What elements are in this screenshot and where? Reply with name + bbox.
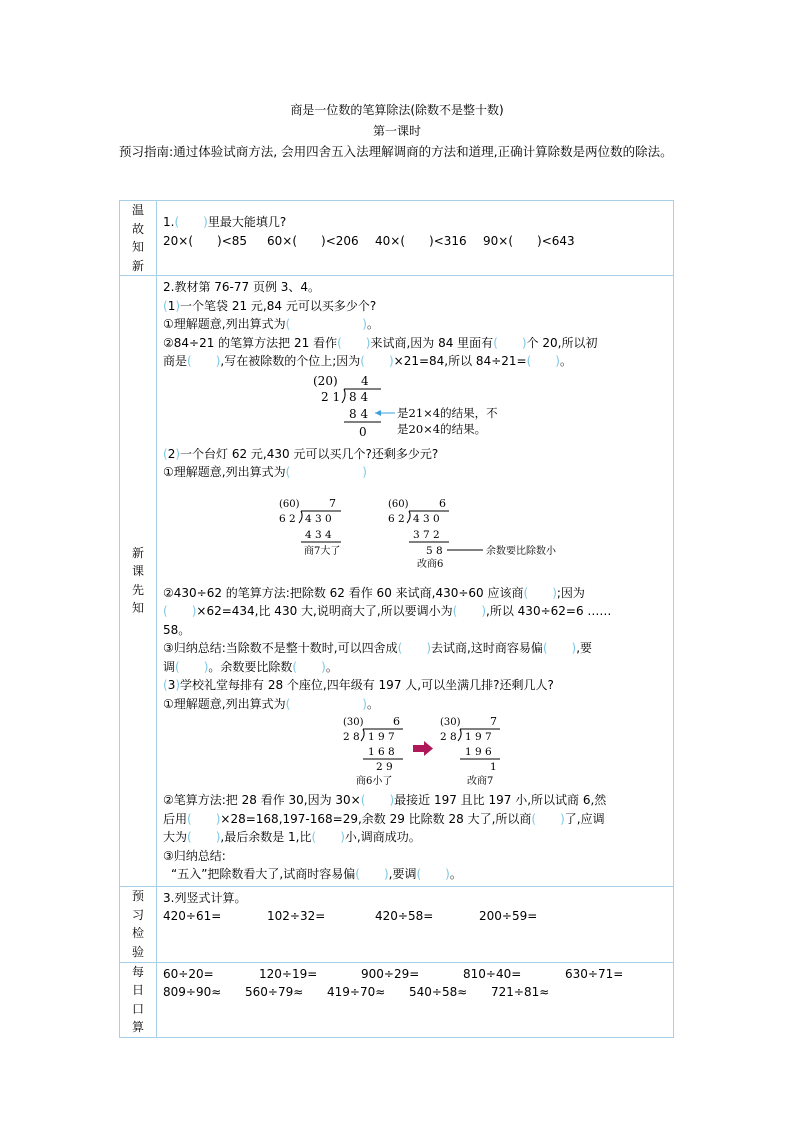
quotient: 6 <box>439 496 446 510</box>
blank-paren: ) <box>191 604 197 618</box>
blank-paren: ( <box>452 604 458 618</box>
dividend: 4 3 0 <box>413 512 440 525</box>
trial-divisor: (30) <box>440 717 461 728</box>
problem-2-step-b: 58。 <box>163 622 191 637</box>
product: 4 3 4 <box>305 528 332 541</box>
blank-paren: ( <box>526 354 532 368</box>
daily-item: 540÷58≈ <box>409 985 468 999</box>
blank-paren: ( <box>311 830 317 844</box>
blank-paren: ) <box>175 678 181 692</box>
daily-row-2 <box>163 983 667 1002</box>
problem-2-step-b: ( )×62=434,比 430 大,说明商大了,所以要调小为( ),所以 430÷62=6 …… <box>163 604 612 618</box>
blank-paren: ( <box>285 696 291 711</box>
blank-paren: ) <box>388 354 394 368</box>
note-line-1: 是21×4的结果，不 <box>397 405 498 420</box>
blank-paren: ) <box>340 830 345 844</box>
blank-paren: ( <box>163 678 168 692</box>
blank-paren: ( <box>187 830 192 844</box>
review-body <box>157 201 674 276</box>
figure-2-right <box>388 497 557 570</box>
blank-paren: ) <box>362 317 367 331</box>
blank-paren: ( <box>292 659 298 674</box>
division-figure-1 <box>163 373 667 443</box>
trial-divisor: (30) <box>343 717 364 728</box>
blank-paren: ( <box>163 604 168 618</box>
trial-divisor: (20) <box>313 373 338 388</box>
check-item: 420÷61= <box>163 909 222 923</box>
remainder: 5 8 <box>426 544 443 557</box>
caption: 商7大了 <box>304 545 341 557</box>
lesson-subtitle: 第一课时 <box>372 124 421 138</box>
review-item: 60×( )<206 <box>267 233 359 248</box>
blank-paren: ) <box>445 867 450 881</box>
blank-paren: ( <box>285 465 291 479</box>
transition-arrow <box>413 741 433 756</box>
daily-row <box>120 962 674 1037</box>
blank-paren: ( <box>163 446 168 461</box>
remainder: 0 <box>359 424 367 439</box>
problem-3-summary: ③归纳总结: <box>163 848 226 863</box>
product: 1 9 6 <box>465 746 492 758</box>
blank-paren: ( <box>416 867 422 881</box>
problem-2-step-a: ①理解题意,列出算式为( ) <box>163 465 367 479</box>
daily-item: 809÷90≈ <box>163 985 222 999</box>
caption: 商6小了 <box>356 776 393 787</box>
blank-paren: ) <box>383 867 389 881</box>
blank-paren: ( <box>523 585 529 600</box>
dividend: 4 3 0 <box>305 512 332 525</box>
blank-paren: ) <box>426 641 432 655</box>
blank-paren: ( <box>493 335 498 350</box>
blank-paren: ) <box>215 830 221 844</box>
divisor: 2 8 <box>440 731 457 743</box>
review-items <box>163 232 667 251</box>
blank-paren: ) <box>365 335 371 350</box>
product: 1 6 8 <box>368 746 395 758</box>
blank-paren: ) <box>362 465 367 479</box>
caption: 改商7 <box>467 776 494 787</box>
problem-1-step-b: 商是( ),写在被除数的个位上;因为( )×21=84,所以 84÷21=( )。 <box>163 354 572 368</box>
division-bracket <box>299 511 302 523</box>
division-bracket <box>361 729 364 741</box>
trial-divisor: (60) <box>388 498 409 510</box>
blank-paren: ) <box>203 215 208 229</box>
problem-1-step-a: ①理解题意,列出算式为( )。 <box>163 317 379 331</box>
quotient: 6 <box>393 715 400 728</box>
daily-item: 900÷29= <box>361 966 420 981</box>
blank-paren: ( <box>187 354 192 368</box>
check-row <box>120 886 674 962</box>
note: 余数要比除数小 <box>486 545 556 557</box>
review-row <box>120 201 674 276</box>
problem-2: (2)一个台灯 62 元,430 元可以买几个?还剩多少元? <box>163 446 439 461</box>
division-figure-1-svg <box>163 373 543 443</box>
divisor: 2 8 <box>343 731 360 743</box>
daily-item: 60÷20= <box>163 966 214 981</box>
page-title: 商是一位数的笔算除法(除数不是整十数) <box>290 103 504 117</box>
division-bracket <box>458 729 461 741</box>
blank-paren: ( <box>542 641 548 655</box>
daily-item: 630÷71= <box>565 966 624 981</box>
remainder: 2 9 <box>376 761 393 773</box>
daily-item: 120÷19= <box>259 966 318 981</box>
blank-paren: ( <box>337 335 342 350</box>
blank-paren: ) <box>552 585 557 600</box>
problem-3-step-b: 后用( )×28=168,197-168=29,余数 29 比除数 28 大了,所以商( )了,应调 <box>163 811 605 826</box>
blank-paren: ) <box>215 811 221 826</box>
division-figure-2-svg <box>163 484 603 582</box>
problem-3-summary: “五入”把除数看大了,试商时容易偏( ),要调( )。 <box>171 867 462 881</box>
check-body <box>157 886 674 962</box>
problem-3-step-b: ②笔算方法:把 28 看作 30,因为 30×( )最接近 197 且比 197 小,所以试商 6,然 <box>163 793 607 807</box>
product: 3 7 2 <box>413 528 440 541</box>
figure-2-left <box>279 497 341 557</box>
blank-paren: ( <box>360 793 366 807</box>
blank-paren: ( <box>163 298 168 313</box>
blank-paren: ( <box>397 641 403 655</box>
daily-row-1 <box>163 965 667 984</box>
quotient: 7 <box>329 496 336 510</box>
problem-3: (3)学校礼堂每排有 28 个座位,四年级有 197 人,可以坐满几排?还剩几人? <box>163 678 554 692</box>
quotient: 4 <box>361 373 369 388</box>
daily-item: 560÷79≈ <box>245 985 304 999</box>
preview-guide: 预习指南:通过体验试商方法, 会用四舍五入法理解调商的方法和道理,正确计算除数是两位数的除法。 <box>119 144 673 159</box>
review-item: 20×( )<85 <box>163 233 248 248</box>
divisor: 2 1 <box>321 389 341 404</box>
blank-paren: ) <box>175 446 181 461</box>
blank-paren: ) <box>175 298 181 313</box>
figure-3-left <box>343 715 403 787</box>
daily-item: 721÷81≈ <box>491 985 550 999</box>
product: 8 4 <box>349 406 369 421</box>
review-label: 温故知新 <box>120 201 157 276</box>
note-line-2: 是20×4的结果。 <box>397 421 487 436</box>
remainder: 1 <box>490 761 497 773</box>
blank-paren: ( <box>174 215 180 229</box>
review-item: 90×( )<643 <box>483 233 575 248</box>
dividend: 1 9 7 <box>465 731 492 743</box>
daily-item: 810÷40= <box>463 966 522 981</box>
arrow-shaft <box>413 745 424 752</box>
textbook-reference: 2.教材第 76-77 页例 3、4。 <box>163 280 321 294</box>
review-question: 1.( )里最大能填几? <box>163 215 287 229</box>
check-items <box>163 907 667 926</box>
division-figure-2 <box>163 484 667 582</box>
divisor: 6 2 <box>279 512 296 525</box>
problem-2-summary: 调( )。余数要比除数( )。 <box>163 659 338 674</box>
blank-paren: ( <box>285 317 291 331</box>
problem-2-summary: ③归纳总结:当除数不是整十数时,可以四舍成( )去试商,这时商容易偏( ),要 <box>163 641 593 655</box>
dividend: 8 4 <box>349 389 369 404</box>
blank-paren: ) <box>362 696 367 711</box>
division-bracket <box>342 389 345 403</box>
trial-divisor: (60) <box>279 498 300 510</box>
daily-body <box>157 962 674 1037</box>
blank-paren: ) <box>571 641 577 655</box>
problem-3-step-b: 大为( ),最后余数是 1,比( )小,调商成功。 <box>163 830 421 844</box>
daily-item: 419÷70≈ <box>327 985 386 999</box>
problem-2-step-b: ②430÷62 的笔算方法:把除数 62 看作 60 来试商,430÷60 应该商( );因为 <box>163 585 585 600</box>
blank-paren: ) <box>203 659 209 674</box>
problem-3-step-a: ①理解题意,列出算式为( )。 <box>163 696 379 711</box>
blank-paren: ) <box>321 659 326 674</box>
divisor: 6 2 <box>388 512 405 525</box>
figure-3-right <box>440 715 500 787</box>
blank-paren: ( <box>175 659 180 674</box>
new-lesson-body <box>157 276 674 887</box>
blank-paren: ( <box>187 811 192 826</box>
blank-paren: ( <box>355 867 360 881</box>
check-label: 预习检验 <box>120 886 157 962</box>
quotient: 7 <box>490 715 497 728</box>
check-item: 420÷58= <box>375 909 434 923</box>
new-lesson-label: 新课先知 <box>120 276 157 887</box>
blank-paren: ) <box>560 811 565 826</box>
new-lesson-row <box>120 276 674 887</box>
problem-1-step-b: ②84÷21 的笔算方法把 21 看作( )来试商,因为 84 里面有( )个 20,所以初 <box>163 335 598 350</box>
division-figure-3-svg <box>163 715 603 789</box>
blank-paren: ) <box>215 354 221 368</box>
check-instruction: 3.列竖式计算。 <box>163 890 247 905</box>
daily-label: 每日口算 <box>120 962 157 1037</box>
check-item: 200÷59= <box>479 909 538 923</box>
blank-paren: ) <box>521 335 527 350</box>
caption: 改商6 <box>417 558 444 570</box>
check-item: 102÷32= <box>267 909 326 923</box>
blank-paren: ) <box>481 604 487 618</box>
blank-paren: ) <box>555 354 560 368</box>
blank-paren: ) <box>389 793 395 807</box>
arrow-head <box>424 741 433 756</box>
division-figure-3 <box>163 715 667 789</box>
problem-1: (1)一个笔袋 21 元,84 元可以买多少个? <box>163 298 377 313</box>
worksheet-table <box>119 200 674 1038</box>
division-bracket <box>407 511 410 523</box>
blank-paren: ( <box>360 354 365 368</box>
review-item: 40×( )<316 <box>375 233 467 248</box>
blank-paren: ( <box>531 811 537 826</box>
dividend: 1 9 7 <box>368 731 395 743</box>
note-arrow-head <box>375 410 381 416</box>
